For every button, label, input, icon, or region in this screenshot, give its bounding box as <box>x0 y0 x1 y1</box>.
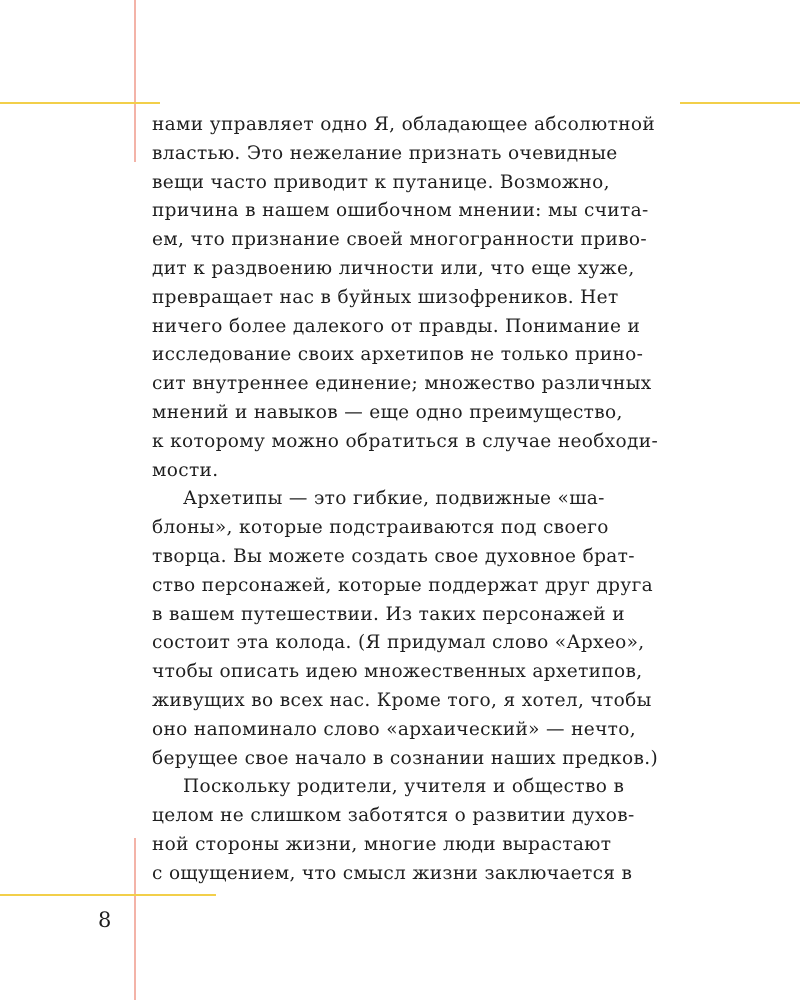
text-line: с ощущением, что смысл жизни заключается в <box>152 862 633 884</box>
text-line: ство персонажей, которые поддержат друг друга <box>152 574 654 596</box>
text-line: мнений и навыков — еще одно преимущество, <box>152 401 623 423</box>
text-line: берущее свое начало в сознании наших предков.) <box>152 747 659 769</box>
text-line: причина в нашем ошибочном мнении: мы счита- <box>152 200 649 222</box>
text-line: ной стороны жизни, многие люди вырастают <box>152 833 612 855</box>
text-line: живущих во всех нас. Кроме того, я хотел, чтобы <box>152 689 652 711</box>
top-left-horizontal-guide-line <box>0 102 160 104</box>
text-line: исследование своих архетипов не только прино- <box>152 344 644 366</box>
paragraph-first-line: Архетипы — это гибкие, подвижные «ша- <box>183 488 605 510</box>
text-line: состоит эта колода. (Я придумал слово «Архео», <box>152 632 645 654</box>
text-line: чтобы описать идею множественных архетипов, <box>152 661 643 683</box>
text-line: властью. Это нежелание признать очевидные <box>152 142 618 164</box>
text-line: мости. <box>152 459 219 481</box>
text-line: нами управляет одно Я, обладающее абсолютной <box>152 114 656 135</box>
text-line: ем, что признание своей многогранности приво- <box>152 229 648 251</box>
text-line: целом не слишком заботятся о развитии духов- <box>152 805 635 827</box>
text-line: сит внутреннее единение; множество различных <box>152 373 652 395</box>
top-right-horizontal-guide-line <box>680 102 800 104</box>
top-vertical-guide-line <box>134 0 136 162</box>
text-line: в вашем путешествии. Из таких персонажей и <box>152 603 625 625</box>
body-text <box>152 111 692 889</box>
text-line: превращает нас в буйных шизофреников. Нет <box>152 286 619 308</box>
paragraph-first-line: Поскольку родители, учителя и общество в <box>183 776 625 798</box>
bottom-left-horizontal-guide-line <box>0 894 216 896</box>
page-number: 8 <box>98 908 112 932</box>
text-line: оно напоминало слово «архаический» — нечто, <box>152 718 636 740</box>
text-line: вещи часто приводит к путанице. Возможно, <box>152 171 610 193</box>
text-line: творца. Вы можете создать свое духовное брат- <box>152 545 635 567</box>
text-line: ничего более далекого от правды. Понимание и <box>152 315 641 337</box>
text-line: к которому можно обратиться в случае необходи- <box>152 430 659 452</box>
bottom-vertical-guide-line <box>134 838 136 1000</box>
text-line: блоны», которые подстраиваются под своего <box>152 517 609 539</box>
text-line: дит к раздвоению личности или, что еще хуже, <box>152 257 635 279</box>
